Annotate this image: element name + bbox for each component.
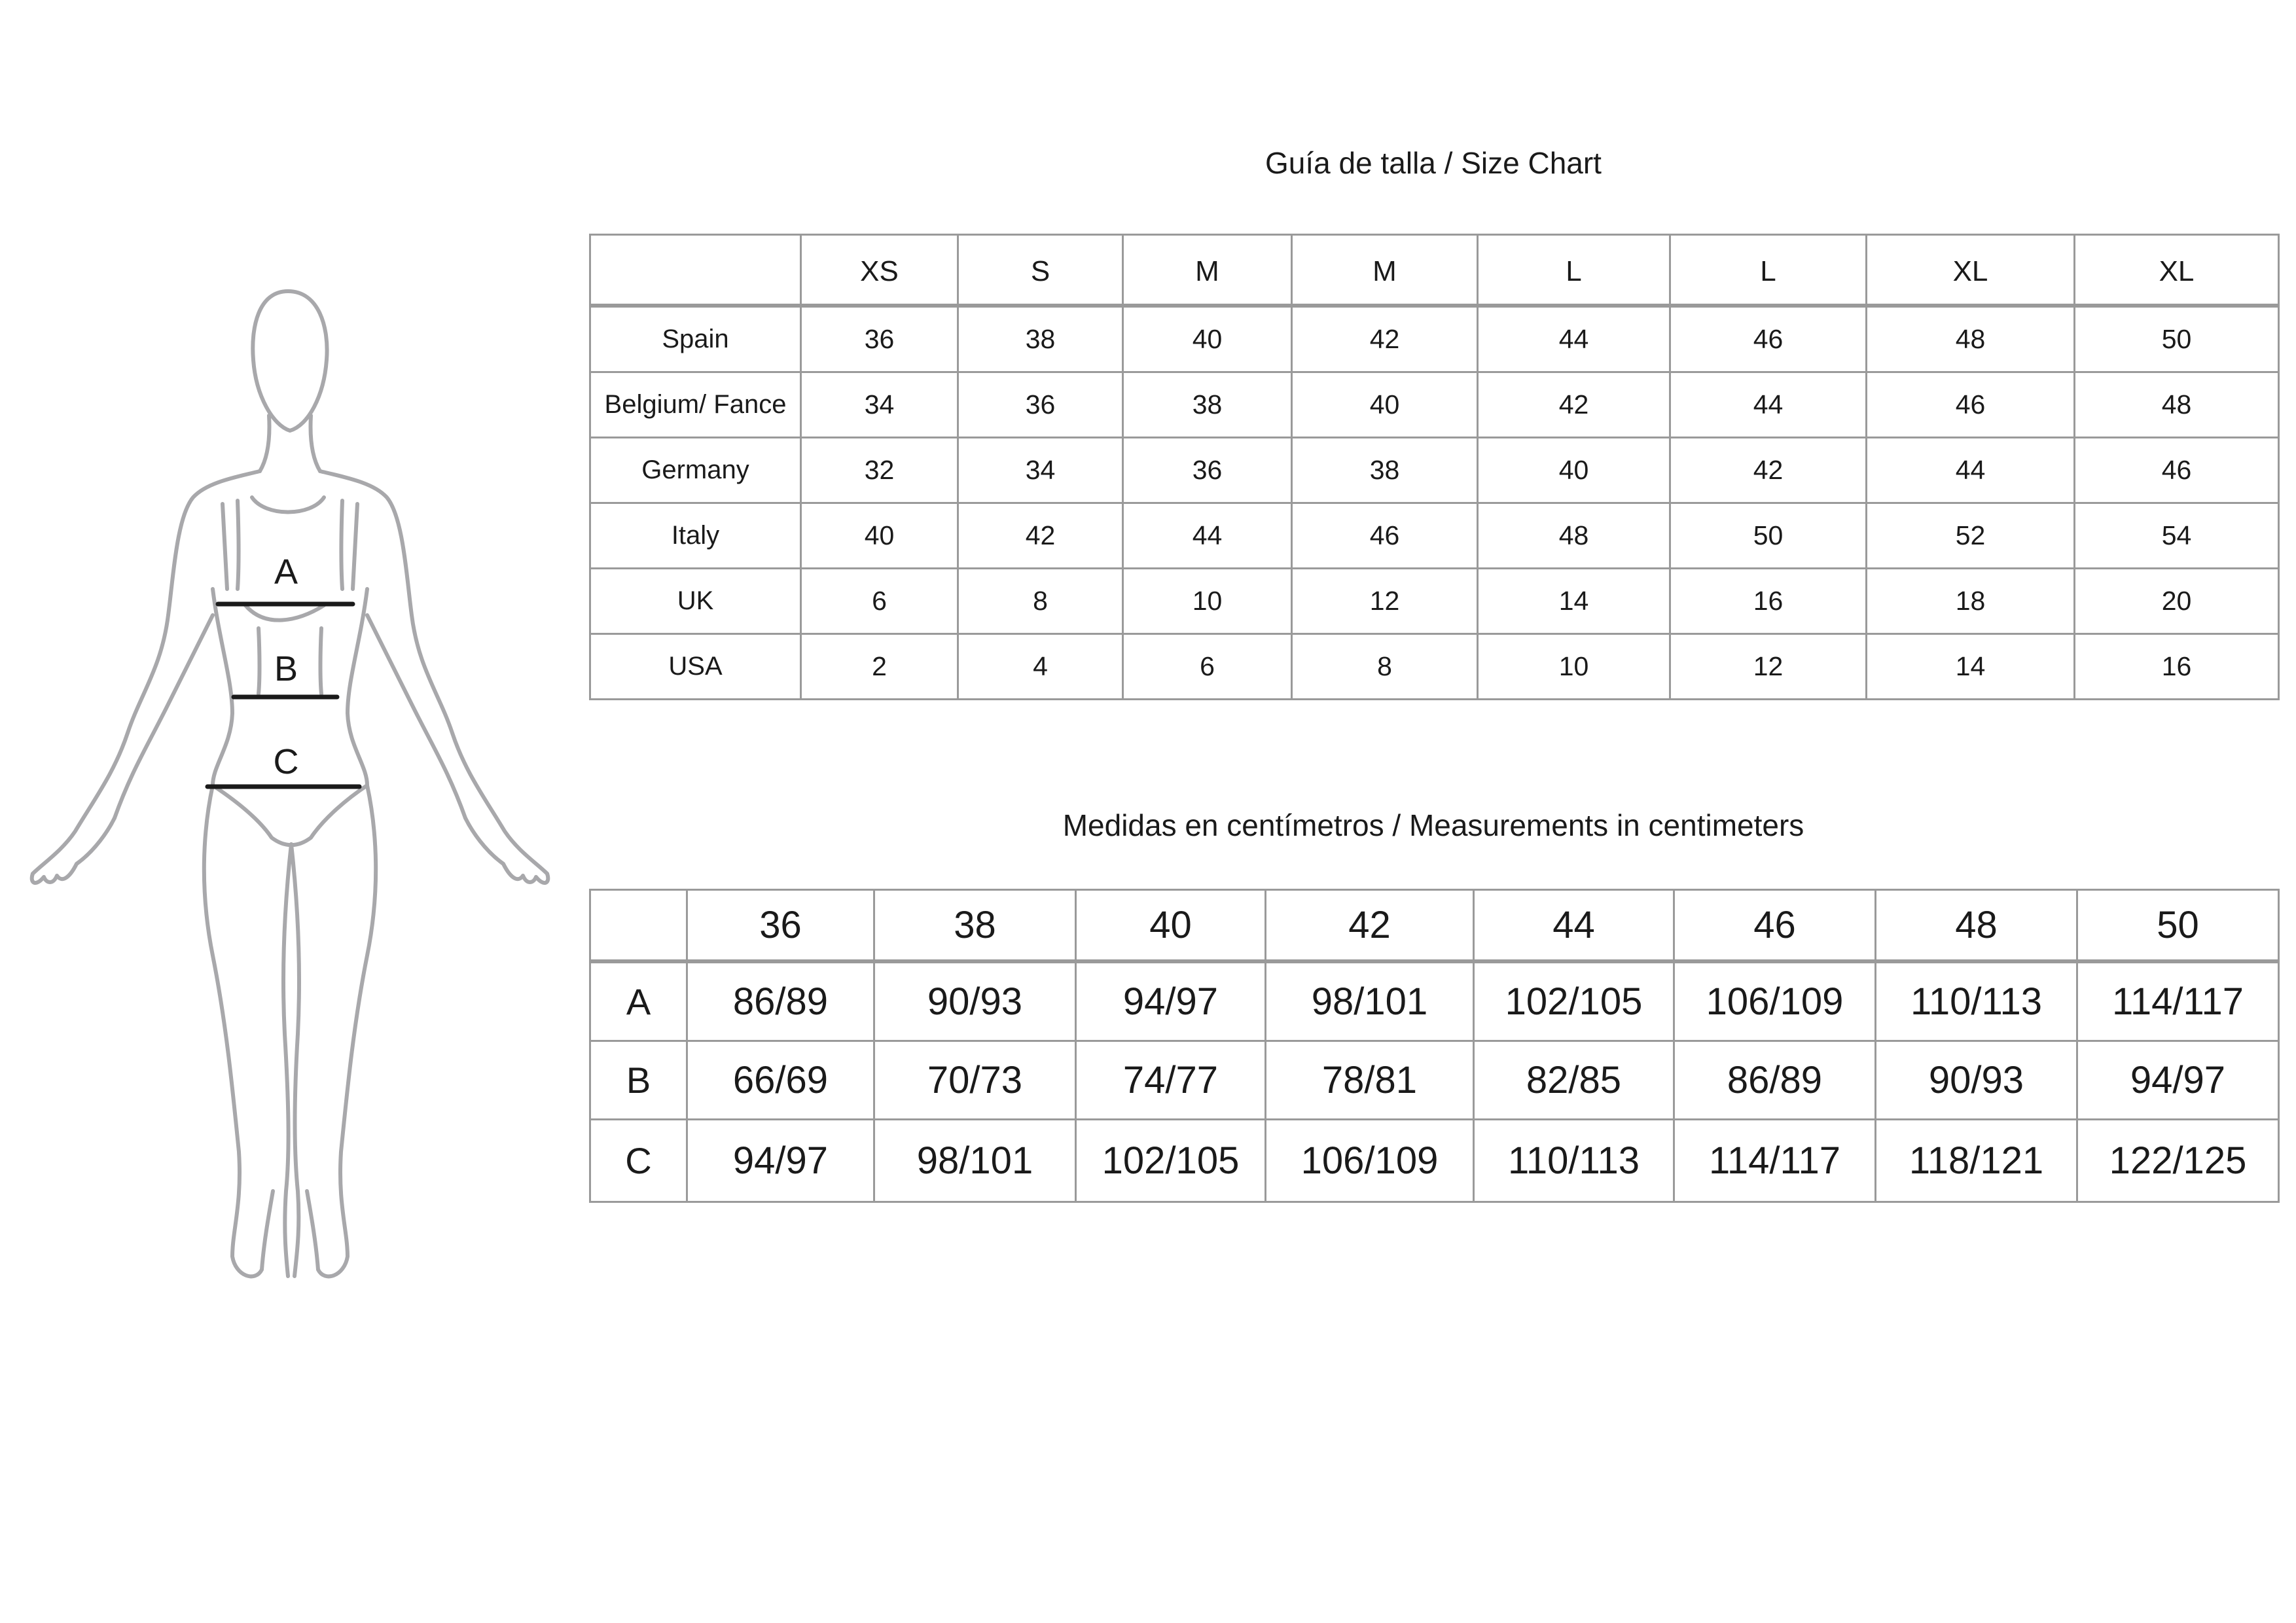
table-cell: 44 — [1867, 438, 2075, 503]
table-cell: 12 — [1670, 634, 1867, 700]
table-cell: 8 — [1292, 634, 1478, 700]
table-cell: 50 — [2075, 306, 2279, 372]
size-header: XS — [801, 235, 958, 306]
table-cell: 18 — [1867, 569, 2075, 634]
size-header: 46 — [1674, 890, 1876, 962]
size-header: M — [1292, 235, 1478, 306]
body-silhouette — [16, 170, 566, 1289]
table-cell: 118/121 — [1876, 1120, 2077, 1202]
table-cell: 94/97 — [1076, 961, 1266, 1041]
table-cell: 16 — [2075, 634, 2279, 700]
country-label: Belgium/ Fance — [590, 372, 801, 438]
measurement-label: B — [590, 1041, 687, 1120]
table-cell: 40 — [801, 503, 958, 569]
size-header: L — [1670, 235, 1867, 306]
table-cell: 82/85 — [1474, 1041, 1674, 1120]
table-cell: 6 — [1123, 634, 1292, 700]
table-cell: 90/93 — [874, 961, 1076, 1041]
table-cell: 48 — [1478, 503, 1670, 569]
corner-cell — [590, 890, 687, 962]
country-label: Germany — [590, 438, 801, 503]
body-measurement-figure — [16, 170, 566, 1289]
table-cell: 48 — [1867, 306, 2075, 372]
table-cell: 36 — [1123, 438, 1292, 503]
table-cell: 36 — [958, 372, 1123, 438]
table-row — [590, 438, 2279, 503]
table-row — [590, 1041, 2279, 1120]
table-row — [590, 372, 2279, 438]
table-cell: 16 — [1670, 569, 1867, 634]
table-cell: 90/93 — [1876, 1041, 2077, 1120]
table-cell: 40 — [1292, 372, 1478, 438]
table-cell: 102/105 — [1076, 1120, 1266, 1202]
size-header: L — [1478, 235, 1670, 306]
table-cell: 40 — [1123, 306, 1292, 372]
size-header: 44 — [1474, 890, 1674, 962]
table-cell: 34 — [958, 438, 1123, 503]
corner-cell — [590, 235, 801, 306]
table-cell: 46 — [1670, 306, 1867, 372]
table-cell: 6 — [801, 569, 958, 634]
table-cell: 36 — [801, 306, 958, 372]
table-cell: 2 — [801, 634, 958, 700]
size-header: M — [1123, 235, 1292, 306]
table-cell: 10 — [1478, 634, 1670, 700]
table-cell: 122/125 — [2077, 1120, 2279, 1202]
size-header: 36 — [687, 890, 874, 962]
table-cell: 46 — [2075, 438, 2279, 503]
table-cell: 114/117 — [2077, 961, 2279, 1041]
size-header: 50 — [2077, 890, 2279, 962]
size-header: XL — [2075, 235, 2279, 306]
measurements-title: Medidas en centímetros / Measurements in centimeters — [1062, 808, 1804, 842]
size-header: S — [958, 235, 1123, 306]
table-row — [590, 569, 2279, 634]
table-cell: 50 — [1670, 503, 1867, 569]
table-cell: 44 — [1670, 372, 1867, 438]
table-cell: 70/73 — [874, 1041, 1076, 1120]
figure-label-c: C — [273, 742, 299, 781]
table-cell: 110/113 — [1876, 961, 2077, 1041]
table-cell: 54 — [2075, 503, 2279, 569]
table-cell: 34 — [801, 372, 958, 438]
table-cell: 94/97 — [2077, 1041, 2279, 1120]
table-row — [590, 1120, 2279, 1202]
table-cell: 106/109 — [1674, 961, 1876, 1041]
figure-label-b: B — [274, 649, 298, 688]
table-cell: 98/101 — [1266, 961, 1474, 1041]
table-cell: 42 — [1670, 438, 1867, 503]
table-cell: 102/105 — [1474, 961, 1674, 1041]
table-cell: 32 — [801, 438, 958, 503]
size-header: 38 — [874, 890, 1076, 962]
table-cell: 44 — [1123, 503, 1292, 569]
table-cell: 42 — [958, 503, 1123, 569]
country-label: UK — [590, 569, 801, 634]
measurement-size-header-row — [590, 890, 2279, 962]
table-cell: 12 — [1292, 569, 1478, 634]
table-cell: 106/109 — [1266, 1120, 1474, 1202]
table-cell: 38 — [958, 306, 1123, 372]
size-header: XL — [1867, 235, 2075, 306]
table-cell: 110/113 — [1474, 1120, 1674, 1202]
table-cell: 94/97 — [687, 1120, 874, 1202]
country-label: USA — [590, 634, 801, 700]
table-cell: 42 — [1292, 306, 1478, 372]
table-cell: 42 — [1478, 372, 1670, 438]
size-header: 42 — [1266, 890, 1474, 962]
table-row — [590, 306, 2279, 372]
table-cell: 20 — [2075, 569, 2279, 634]
size-header-row — [590, 235, 2279, 306]
size-header: 40 — [1076, 890, 1266, 962]
table-cell: 48 — [2075, 372, 2279, 438]
table-row — [590, 961, 2279, 1041]
country-label: Italy — [590, 503, 801, 569]
size-chart-title: Guía de talla / Size Chart — [1265, 146, 1602, 180]
table-cell: 4 — [958, 634, 1123, 700]
table-cell: 78/81 — [1266, 1041, 1474, 1120]
table-cell: 86/89 — [687, 961, 874, 1041]
table-cell: 44 — [1478, 306, 1670, 372]
table-cell: 10 — [1123, 569, 1292, 634]
measurement-label: A — [590, 961, 687, 1041]
table-cell: 66/69 — [687, 1041, 874, 1120]
table-cell: 14 — [1478, 569, 1670, 634]
size-header: 48 — [1876, 890, 2077, 962]
table-cell: 38 — [1292, 438, 1478, 503]
table-cell: 8 — [958, 569, 1123, 634]
table-cell: 46 — [1292, 503, 1478, 569]
table-row — [590, 503, 2279, 569]
table-cell: 46 — [1867, 372, 2075, 438]
figure-label-a: A — [274, 552, 298, 592]
table-cell: 98/101 — [874, 1120, 1076, 1202]
table-cell: 52 — [1867, 503, 2075, 569]
country-label: Spain — [590, 306, 801, 372]
table-cell: 38 — [1123, 372, 1292, 438]
table-cell: 40 — [1478, 438, 1670, 503]
table-cell: 114/117 — [1674, 1120, 1876, 1202]
measurements-table — [589, 889, 2280, 1203]
table-cell: 86/89 — [1674, 1041, 1876, 1120]
table-cell: 14 — [1867, 634, 2075, 700]
table-cell: 74/77 — [1076, 1041, 1266, 1120]
size-chart-table — [589, 234, 2280, 700]
measurement-label: C — [590, 1120, 687, 1202]
table-row — [590, 634, 2279, 700]
